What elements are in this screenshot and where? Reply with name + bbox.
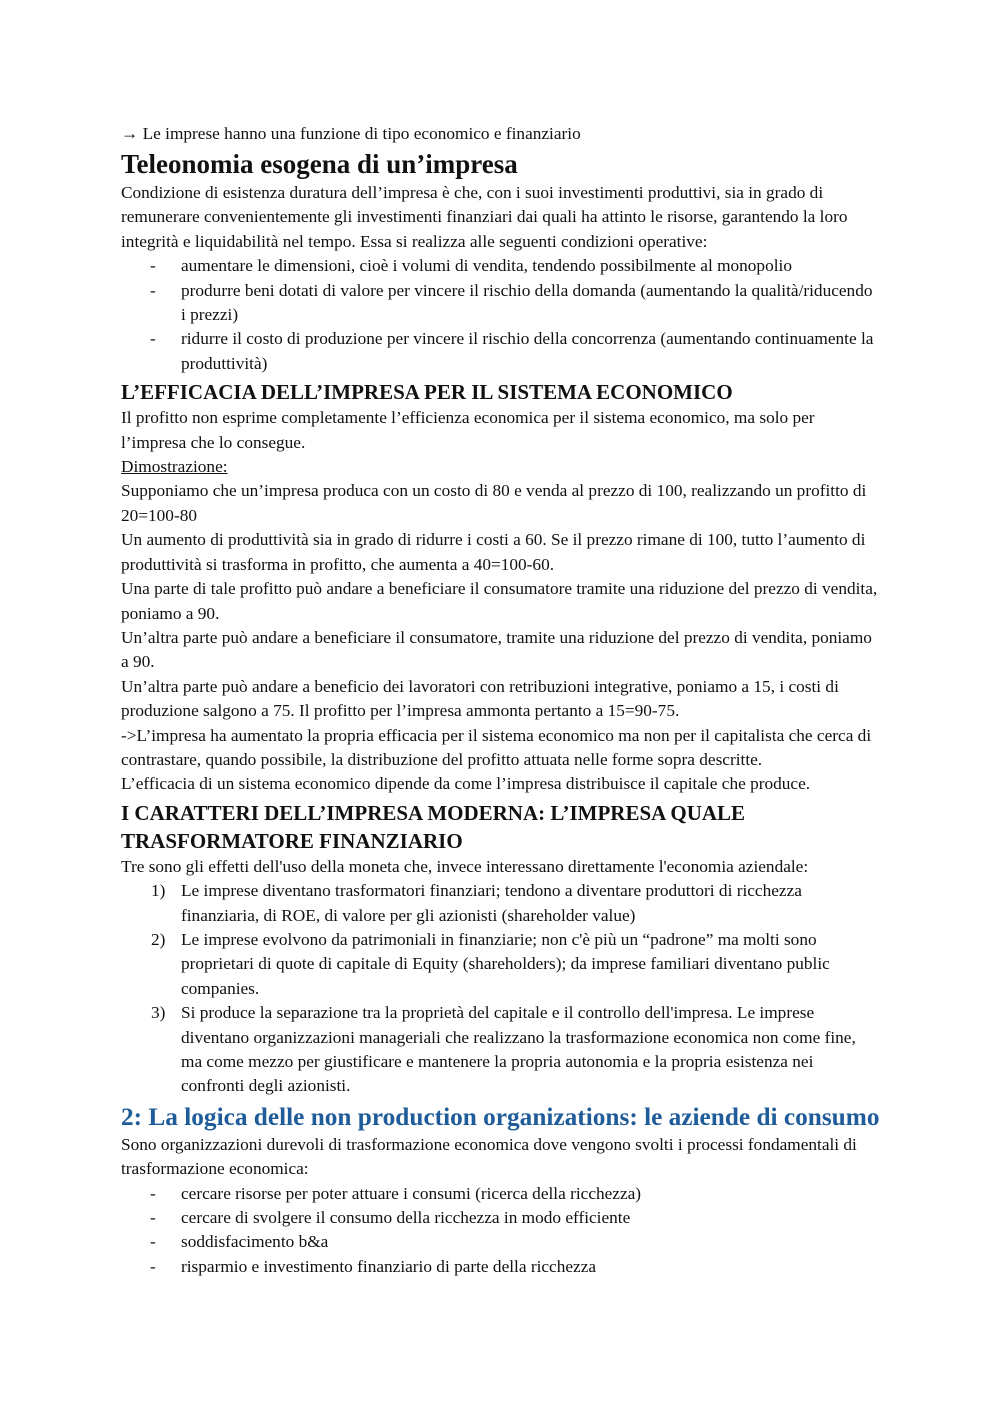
section-paragraph: ->L’impresa ha aumentato la propria efficacia per il sistema economico ma non per il capitalista che cerca di contrastare, quando possibile, la distribuzione del profitto attuata nelle forme sopra descritte. (121, 725, 872, 769)
section-title-teleonomia: Teleonomia esogena di un’impresa (121, 149, 518, 179)
list-item (121, 279, 881, 328)
bullet-marker: - (150, 1256, 156, 1276)
list-item (121, 879, 881, 928)
bullet-list-processes (121, 1182, 881, 1280)
bullet-marker: - (150, 1232, 156, 1252)
section-paragraph: Condizione di esistenza duratura dell’impresa è che, con i suoi investimenti produttivi, sia in grado di remunerare convenientemente gli investimenti finanziari dai quali ha attinto le risorse, garantendo la loro integrità e liquidabilità nel tempo. Essa si realizza alle seguenti condizioni operative: (121, 183, 848, 251)
list-item-text: produrre beni dotati di valore per vincere il rischio della domanda (aumentando la qualità/riducendo i prezzi) (181, 280, 873, 325)
list-item (121, 1255, 881, 1279)
section-title-line: TRASFORMATORE FINANZIARIO (121, 828, 463, 853)
section-paragraph: Una parte di tale profitto può andare a beneficiare il consumatore tramite una riduzione del prezzo di vendita, poniamo a 90. (121, 579, 878, 623)
section-title-line: I CARATTERI DELL’IMPRESA MODERNA: L’IMPRESA QUALE (121, 800, 746, 825)
demo-label: Dimostrazione: (121, 457, 228, 477)
numbered-list-effects (121, 879, 881, 1099)
bullet-marker: - (150, 329, 156, 349)
section-paragraph: Un aumento di produttività sia in grado di ridurre i costi a 60. Se il prezzo rimane di 100, tutto l’aumento di produttività si trasforma in profitto, che aumenta a 40=100-60. (121, 530, 866, 574)
section-paragraph: Tre sono gli effetti dell'uso della moneta che, invece interessano direttamente l'economia aziendale: (121, 856, 809, 876)
section-paragraph: Supponiamo che un’impresa produca con un costo di 80 e venda al prezzo di 100, realizzando un profitto di 20=100-80 (121, 481, 867, 525)
list-item-text: Le imprese evolvono da patrimoniali in finanziarie; non c'è più un “padrone” ma molti sono proprietari di quote di capitale di Equity (shareholders); da imprese familiari diventano public companies. (181, 929, 830, 998)
list-number: 1) (151, 881, 166, 901)
list-item (121, 1230, 881, 1254)
list-item-text: soddisfacimento b&a (181, 1232, 329, 1252)
list-item (121, 254, 881, 278)
list-item-text: Si produce la separazione tra la proprietà del capitale e il controllo dell'impresa. Le imprese diventano organizzazioni manageriali che realizzano la trasformazione economica non come fine, ma come mezzo per giustificare e mantenere la propria autonomia e la propria esistenza nei confronti degli azionisti. (181, 1003, 856, 1096)
list-item-text: Le imprese diventano trasformatori finanziari; tendono a diventare produttori di ricchezza finanziaria, di ROE, di valore per gli azionisti (shareholder value) (181, 881, 802, 925)
list-item-text: cercare di svolgere il consumo della ricchezza in modo efficiente (181, 1208, 631, 1228)
list-number: 2) (151, 929, 166, 949)
list-item-text: cercare risorse per poter attuare i consumi (ricerca della ricchezza) (181, 1183, 642, 1203)
list-item-text: risparmio e investimento finanziario di parte della ricchezza (181, 1256, 597, 1276)
section-paragraph: Il profitto non esprime completamente l’efficienza economica per il sistema economico, ma solo per l’impresa che lo consegue. (121, 408, 815, 452)
section-paragraph: Un’altra parte può andare a beneficiare il consumatore, tramite una riduzione del prezzo di vendita, poniamo a 90. (121, 627, 872, 672)
list-item (121, 327, 881, 376)
list-item (121, 1001, 881, 1099)
list-item (121, 1206, 881, 1230)
list-item (121, 1182, 881, 1206)
bullet-marker: - (150, 280, 156, 300)
intro-line: → Le imprese hanno una funzione di tipo economico e finanziario (121, 124, 581, 143)
list-item (121, 928, 881, 1001)
list-item-text: ridurre il costo di produzione per vincere il rischio della concorrenza (aumentando continuamente la produttività) (181, 329, 874, 373)
bullet-marker: - (150, 256, 156, 276)
list-number: 3) (151, 1003, 166, 1023)
list-item-text: aumentare le dimensioni, cioè i volumi di vendita, tendendo possibilmente al monopolio (181, 256, 792, 276)
section-paragraph: Sono organizzazioni durevoli di trasformazione economica dove vengono svolti i processi fondamentali di trasformazione economica: (121, 1134, 857, 1179)
section-title-caratteri (121, 799, 881, 855)
section-title-aziende-consumo: 2: La logica delle non production organizations: le aziende di consumo (121, 1102, 880, 1131)
bullet-list-conditions (121, 254, 881, 376)
bullet-marker: - (150, 1208, 156, 1228)
section-paragraph: L’efficacia di un sistema economico dipende da come l’impresa distribuisce il capitale che produce. (121, 774, 811, 794)
section-title-efficacia: L’EFFICACIA DELL’IMPRESA PER IL SISTEMA ECONOMICO (121, 380, 733, 405)
bullet-marker: - (150, 1183, 156, 1203)
section-paragraph: Un’altra parte può andare a beneficio dei lavoratori con retribuzioni integrative, poniamo a 15, i costi di produzione salgono a 75. Il profitto per l’impresa ammonta pertanto a 15=90-75. (121, 676, 839, 721)
document-page (121, 121, 881, 1279)
